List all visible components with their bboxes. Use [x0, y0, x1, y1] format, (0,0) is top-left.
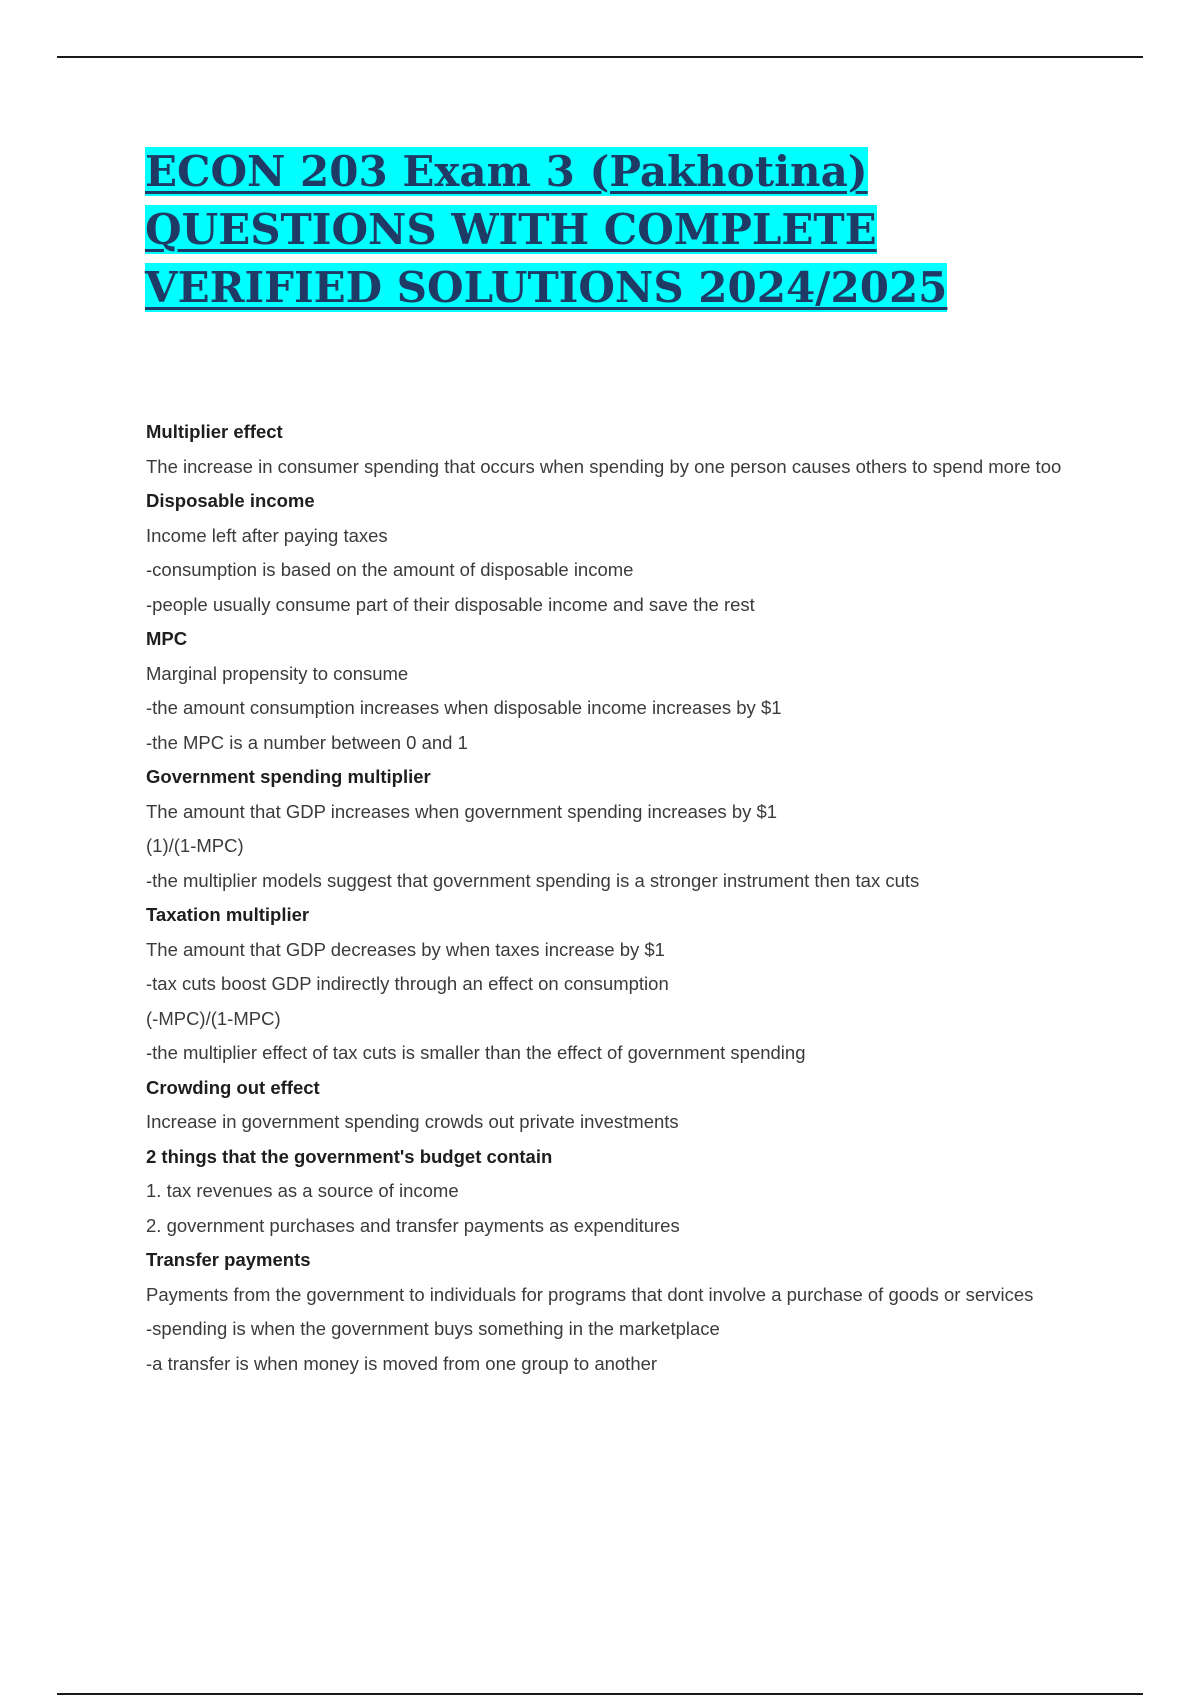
entry-government-spending-multiplier — [146, 760, 1081, 898]
term-heading: Disposable income — [146, 490, 315, 511]
bottom-rule — [57, 1693, 1143, 1695]
entry-taxation-multiplier — [146, 898, 1081, 1071]
entry-mpc — [146, 622, 1081, 760]
definition-line: -the amount consumption increases when disposable income increases by $1 — [146, 697, 782, 718]
document-title — [145, 143, 1105, 317]
term-heading: Crowding out effect — [146, 1076, 320, 1098]
definition-line: 1. tax revenues as a source of income — [146, 1180, 459, 1201]
term-heading: 2 things that the government's budget contain — [146, 1145, 553, 1167]
definition-line: The amount that GDP increases when government spending increases by $1 — [146, 800, 778, 822]
document-title-text: ECON 203 Exam 3 (Pakhotina) QUESTIONS WITH COMPLETE VERIFIED SOLUTIONS 2024/2025 — [145, 147, 948, 312]
entry-crowding-out-effect — [146, 1071, 1081, 1140]
definition-line: -spending is when the government buys something in the marketplace — [146, 1318, 720, 1339]
definition-line: 2. government purchases and transfer payments as expenditures — [146, 1214, 680, 1236]
entry-multiplier-effect — [146, 415, 1081, 484]
definition-line: The amount that GDP decreases by when taxes increase by $1 — [146, 938, 665, 960]
term-heading: Government spending multiplier — [146, 766, 431, 787]
formula-line: (-MPC)/(1-MPC) — [146, 1007, 281, 1029]
entry-disposable-income — [146, 484, 1081, 622]
formula-line: (1)/(1-MPC) — [146, 835, 244, 856]
flashcard-list — [146, 415, 1081, 1381]
definition-line: -the multiplier effect of tax cuts is smaller than the effect of government spending — [146, 1042, 806, 1063]
entry-government-budget — [146, 1140, 1081, 1244]
definition-line: -the MPC is a number between 0 and 1 — [146, 731, 468, 753]
definition-line: Increase in government spending crowds out private investments — [146, 1111, 679, 1132]
definition-line: Marginal propensity to consume — [146, 662, 409, 684]
entry-transfer-payments — [146, 1243, 1081, 1381]
definition-line: -the multiplier models suggest that government spending is a stronger instrument then tax cuts — [146, 869, 920, 891]
definition-line: -a transfer is when money is moved from one group to another — [146, 1352, 658, 1374]
definition-line: The increase in consumer spending that occurs when spending by one person causes others to spend more too — [146, 455, 1062, 477]
term-heading: Multiplier effect — [146, 421, 283, 442]
term-heading: Taxation multiplier — [146, 904, 310, 925]
term-heading: MPC — [146, 628, 188, 649]
definition-line: Payments from the government to individuals for programs that dont involve a purchase of goods or services — [146, 1283, 1034, 1305]
top-rule — [57, 56, 1143, 58]
definition-line: -tax cuts boost GDP indirectly through an effect on consumption — [146, 973, 669, 994]
definition-line: -people usually consume part of their disposable income and save the rest — [146, 593, 755, 615]
term-heading: Transfer payments — [146, 1249, 311, 1270]
definition-line: Income left after paying taxes — [146, 524, 388, 546]
definition-line: -consumption is based on the amount of disposable income — [146, 559, 634, 580]
